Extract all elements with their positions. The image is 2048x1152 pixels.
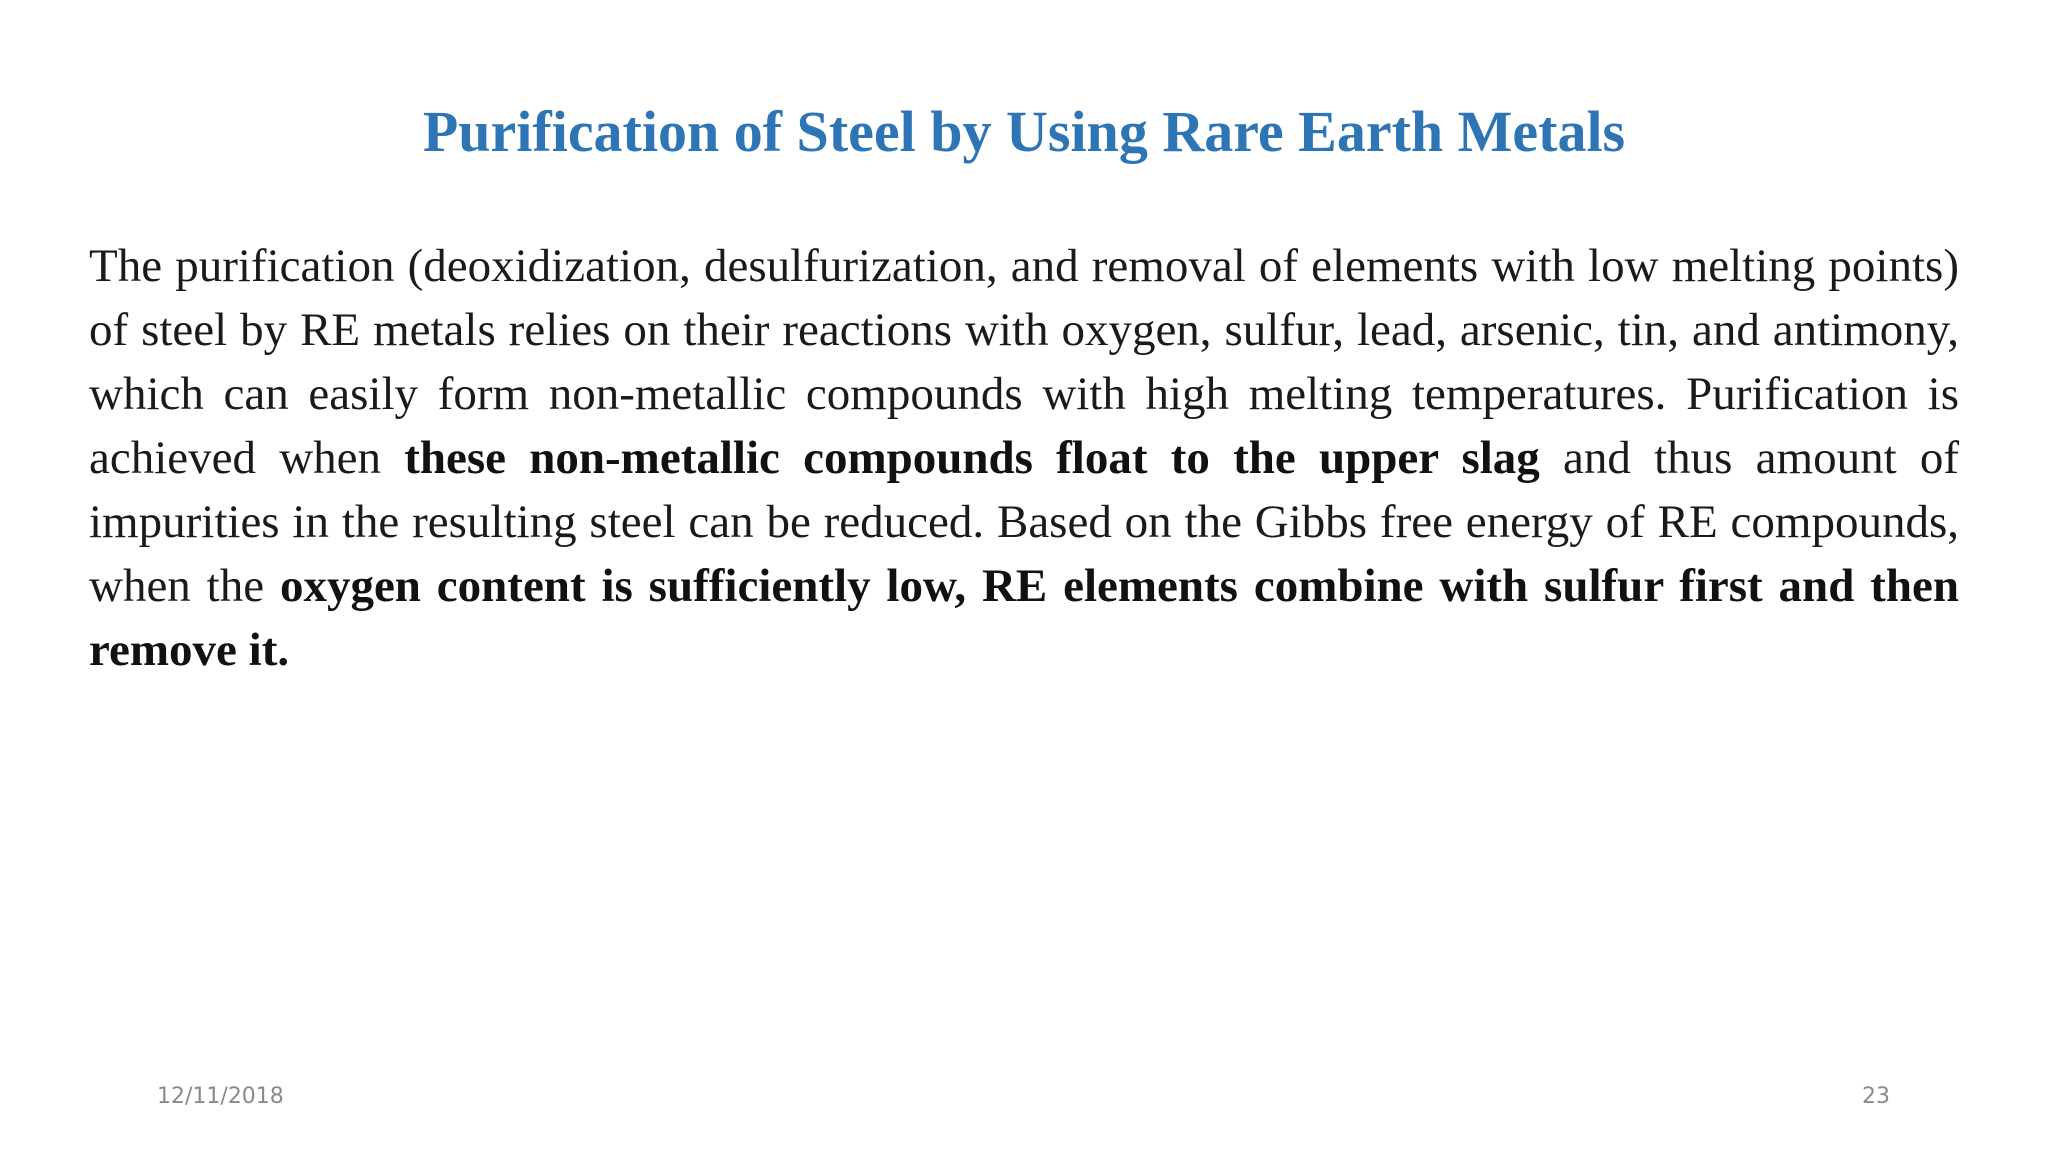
slide-body-paragraph — [89, 234, 1959, 682]
footer-page-number: 23 — [1862, 1084, 1890, 1109]
slide-title: Purification of Steel by Using Rare Earth Metals — [422, 99, 1626, 164]
body-text-segment-1: The purification (deoxidization, desulfurization, and removal of elements with low melting points) of steel by RE metals relies on their reactions with oxygen, sulfur, lead, arsenic, tin, and antimony, which can easily form non-metallic compounds with high melting temperatures. Purification is achieved when — [89, 240, 1959, 484]
body-bold-segment-2: oxygen content is sufficiently low, RE elements combine with sulfur first and then remove it. — [89, 560, 1959, 676]
body-text-segment-2: and thus amount of impurities in the resulting steel can be reduced. Based on the Gibbs free energy of RE compounds, when the — [89, 432, 1959, 612]
body-bold-segment-1: these non-metallic compounds float to the upper slag — [404, 432, 1540, 484]
footer-date: 12/11/2018 — [157, 1084, 284, 1109]
